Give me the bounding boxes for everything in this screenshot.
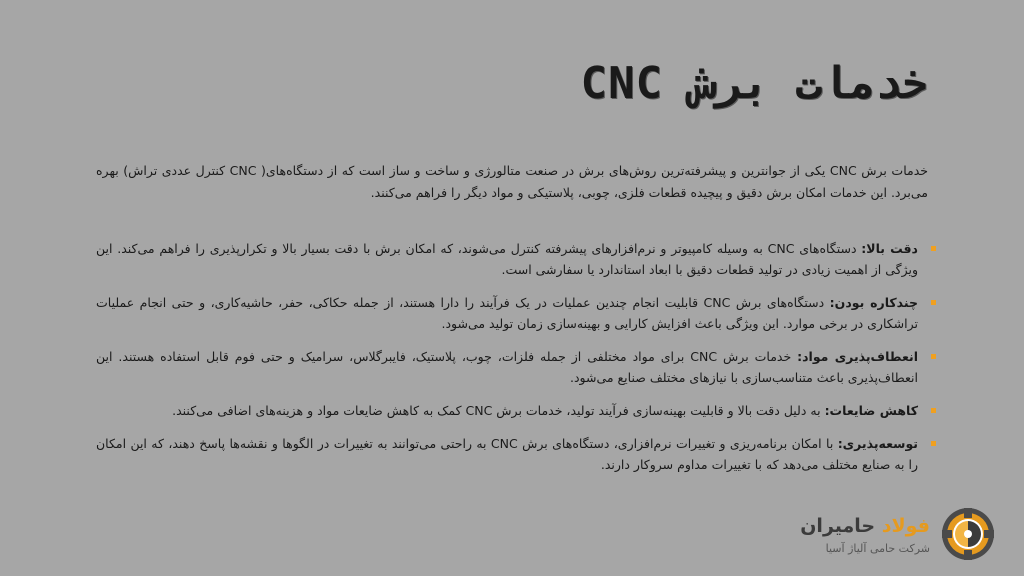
list-item	[96, 433, 928, 475]
logo-name-dark: حامیران	[800, 514, 882, 537]
bullet-marker-icon	[931, 408, 936, 413]
list-item	[96, 346, 928, 388]
list-item-label: توسعه‌پذیری:	[837, 436, 918, 451]
list-item	[96, 292, 928, 334]
bullet-marker-icon	[931, 441, 936, 446]
list-item-label: دقت بالا:	[861, 241, 918, 256]
list-item-text: خدمات برش CNC برای مواد مختلفی از جمله فلزات، چوب، پلاستیک، فایبرگلاس، سرامیک و حتی فوم قابل استفاده هستند. این انعطاف‌پذیری باعث متناسب‌سازی با نیازهای مختلف صنایع می‌شود.	[96, 349, 918, 385]
list-item-text: دستگاه‌های CNC به وسیله کامپیوتر و نرم‌افزارهای پیشرفته کنترل می‌شوند، که امکان برش با دقت بسیار بالا و تکرارپذیری را فراهم می‌کند. این ویژگی از اهمیت زیادی در تولید قطعات دقیق با ابعاد استاندارد یا سفارشی است.	[96, 241, 918, 277]
company-logo	[800, 506, 996, 562]
list-item-label: انعطاف‌پذیری مواد:	[797, 349, 918, 364]
list-item	[96, 400, 928, 421]
list-item-text: با امکان برنامه‌ریزی و تغییرات نرم‌افزاری، دستگاه‌های برش CNC به راحتی می‌توانند به تغییرات در الگوها و نقشه‌ها پاسخ دهند، که این امکان را به صنایع مختلف می‌دهد که با تغییرات مداوم سروکار دارند.	[96, 436, 918, 472]
intro-paragraph: خدمات برش CNC یکی از جوانترین و پیشرفته‌ترین روش‌های برش در صنعت متالورژی و ساخت و ساز است که از دستگاه‌های( CNC کنترل عددی تراش) بهره می‌برد. این خدمات امکان برش دقیق و پیچیده قطعات فلزی، چوبی، پلاستیکی و مواد دیگر را فراهم می‌کنند.	[96, 163, 928, 200]
feature-list	[96, 238, 928, 487]
list-item-text: دستگاه‌های برش CNC قابلیت انجام چندین عملیات در یک فرآیند را دارا هستند، از جمله حکاکی، حفر، حاشیه‌کاری، و حتی انجام عملیات تراشکاری در برخی موارد. این ویژگی باعث افزایش کارایی و بهینه‌سازی زمان تولید می‌شود.	[96, 295, 918, 331]
bullet-marker-icon	[931, 354, 936, 359]
list-item-label: کاهش ضایعات:	[824, 403, 918, 418]
logo-subtitle: شرکت حامی آلیاژ آسیا	[825, 541, 930, 555]
logo-name	[800, 514, 930, 538]
bullet-marker-icon	[931, 246, 936, 251]
slide-title: خدمات برش CNC	[580, 58, 928, 109]
bullet-marker-icon	[931, 300, 936, 305]
list-item-label: چندکاره بودن:	[829, 295, 918, 310]
list-item	[96, 238, 928, 280]
list-item-text: به دلیل دقت بالا و قابلیت بهینه‌سازی فرآیند تولید، خدمات برش CNC کمک به کاهش ضایعات مواد و هزینه‌های اضافی می‌کنند.	[172, 403, 825, 418]
logo-name-accent: فولاد	[881, 514, 930, 537]
gear-shield-logo-icon	[940, 506, 996, 562]
logo-text	[800, 514, 930, 555]
